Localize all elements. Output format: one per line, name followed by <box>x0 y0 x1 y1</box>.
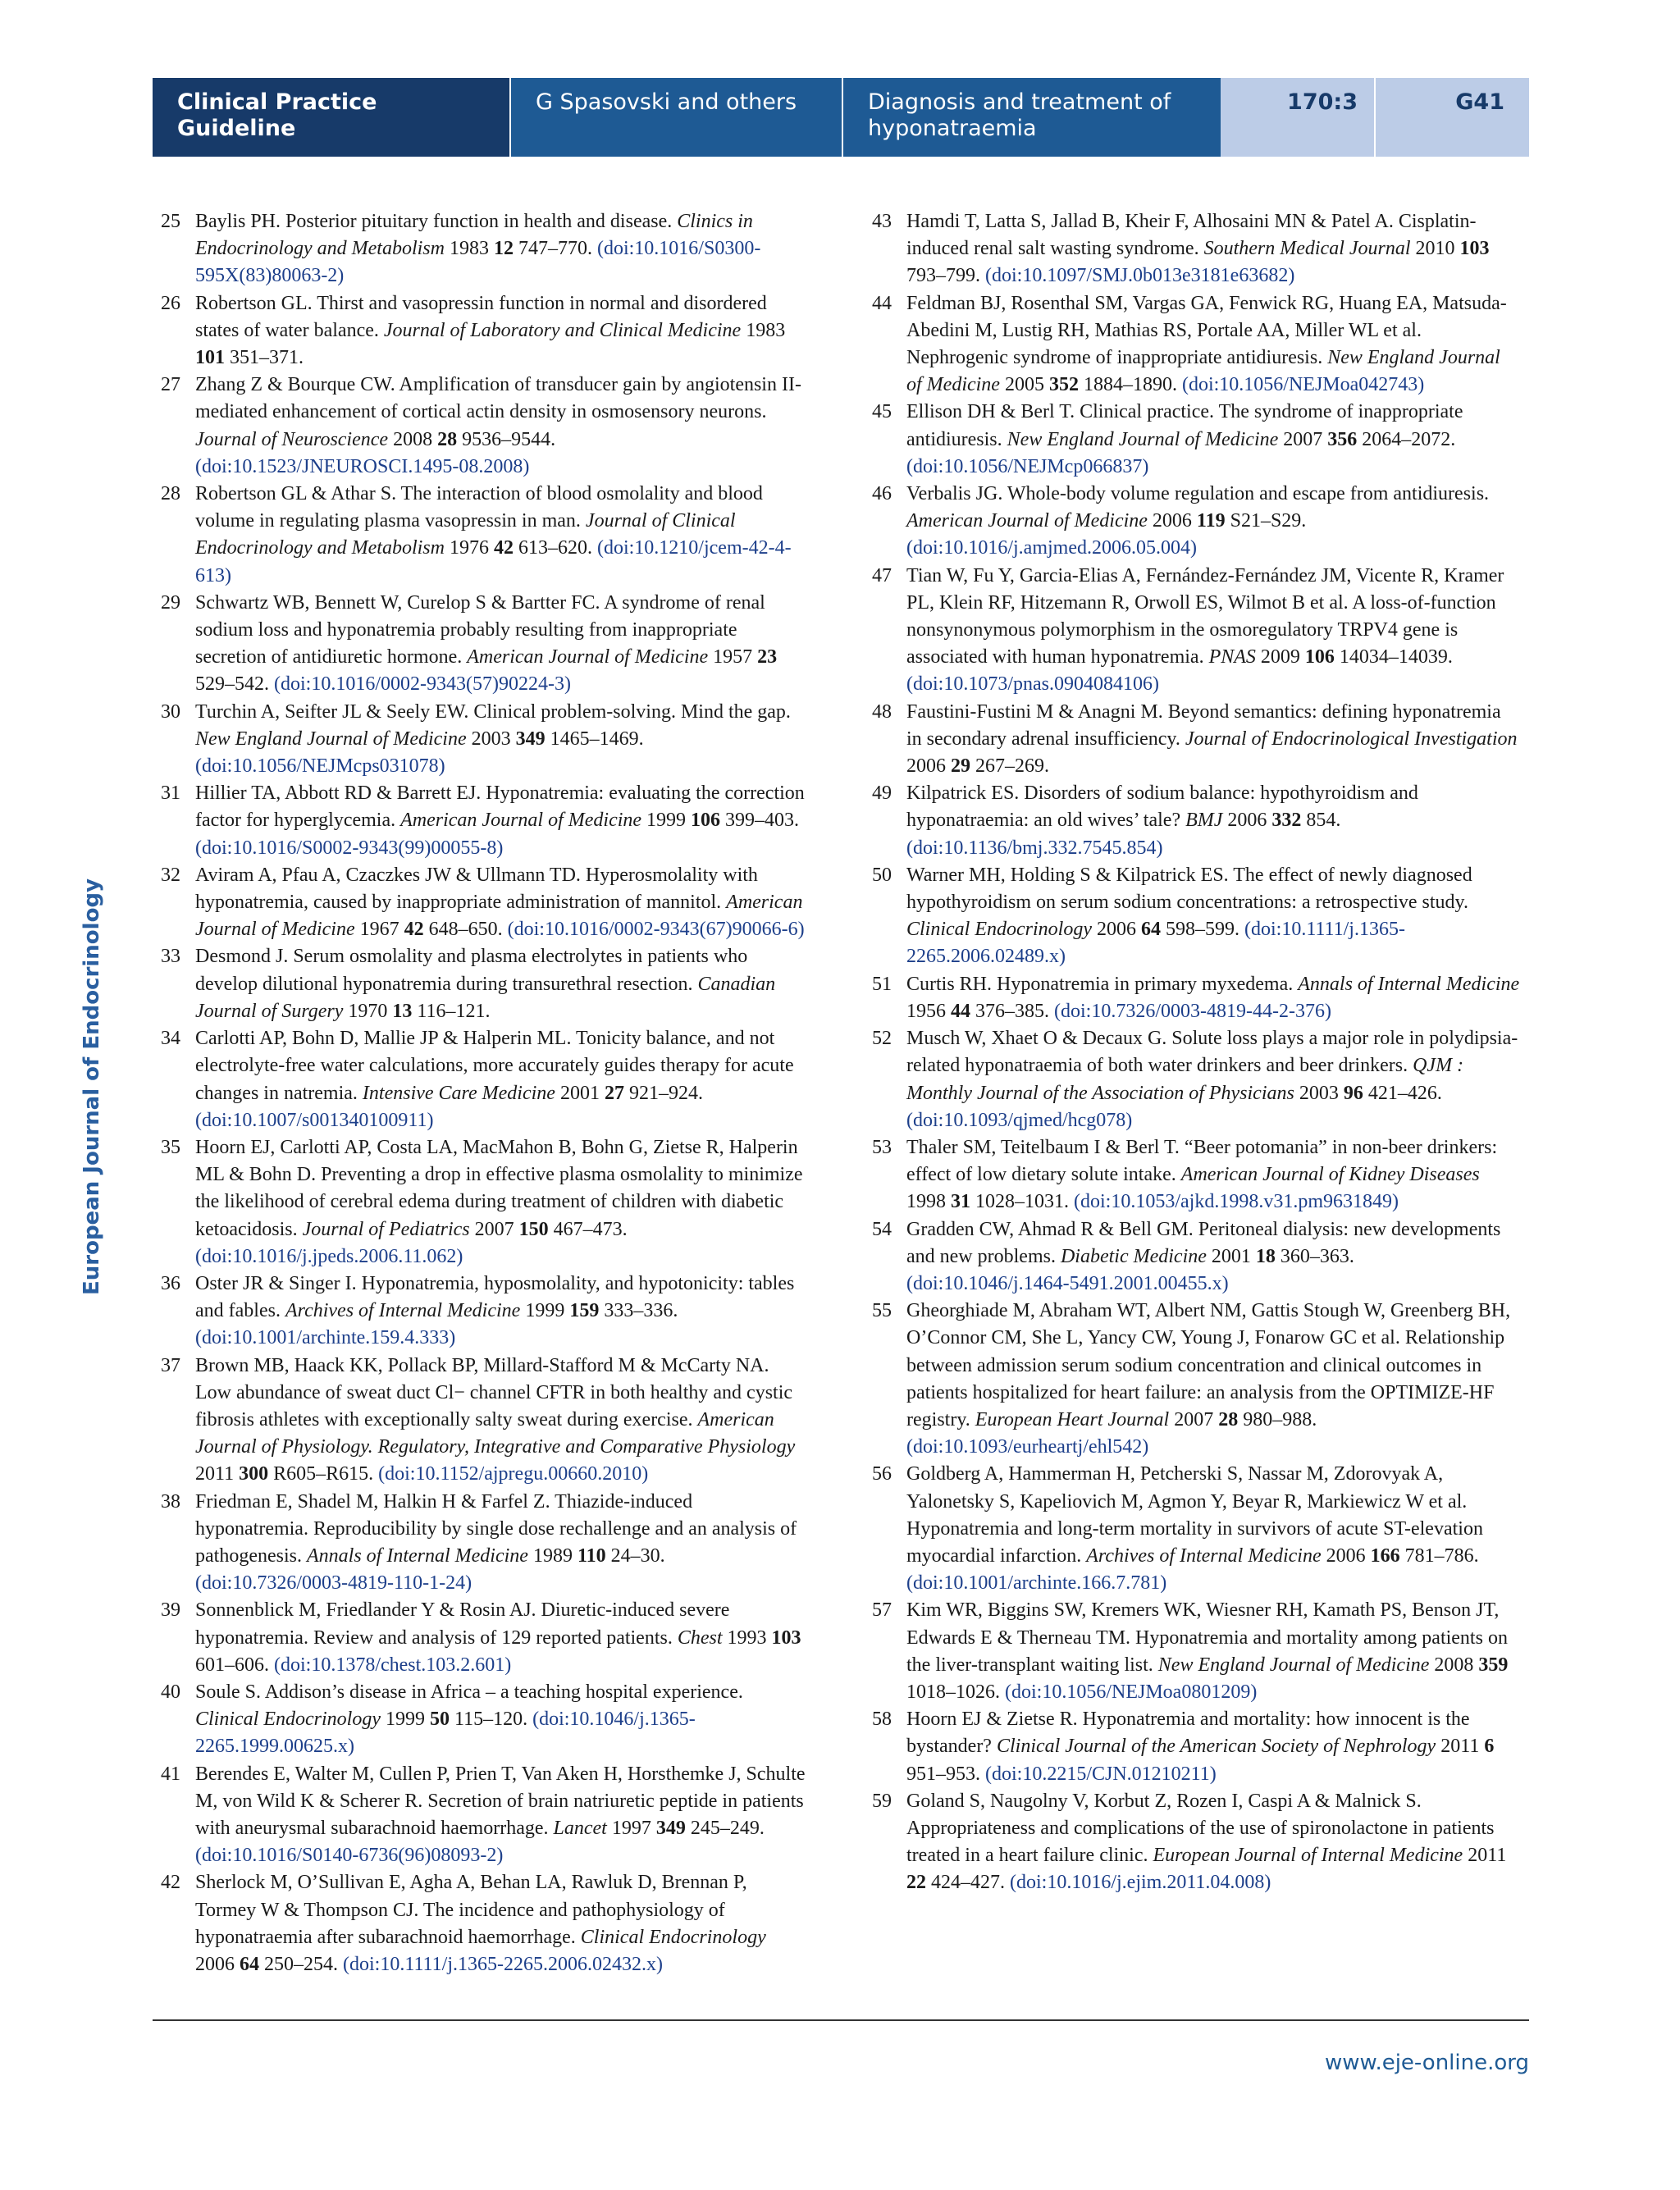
reference-pages: 781–786. <box>1404 1544 1479 1567</box>
reference-number: 35 <box>161 1136 180 1158</box>
journal-sidebar: European Journal of Endocrinology <box>80 878 104 1296</box>
reference-journal: Journal of Neuroscience <box>195 428 389 450</box>
reference-pages: 1028–1031. <box>975 1191 1069 1213</box>
reference-item <box>161 1271 809 1353</box>
reference-year: 2006 <box>1152 510 1192 532</box>
reference-journal: Clinical Endocrinology <box>906 919 1092 941</box>
reference-item <box>872 1216 1520 1298</box>
reference-pages: 529–542. <box>195 673 269 696</box>
reference-year: 2006 <box>1096 919 1136 941</box>
running-header <box>153 78 1529 157</box>
reference-authors-title: Schwartz WB, Bennett W, Curelop S & Bartter FC. A syndrome of renal sodium loss and hyponatremia probably resulting from inappropriate secretion of antidiuretic hormone. <box>195 591 765 668</box>
reference-year: 2008 <box>393 428 433 450</box>
reference-doi-link[interactable]: (doi:10.2215/CJN.01210211) <box>985 1763 1217 1785</box>
reference-doi-link[interactable]: (doi:10.1016/S0002-9343(99)00055-8) <box>195 837 504 859</box>
reference-authors-title: Kilpatrick ES. Disorders of sodium balance: hypothyroidism and hyponatraemia: an old wives’ tale? <box>906 782 1418 832</box>
reference-volume: 119 <box>1196 510 1226 532</box>
reference-year: 2005 <box>1004 374 1044 396</box>
reference-pages: R605–R615. <box>273 1463 374 1485</box>
page-number: G41 <box>1374 78 1529 157</box>
reference-volume: 29 <box>951 755 970 778</box>
reference-pages: 598–599. <box>1165 919 1239 941</box>
reference-item <box>872 1025 1520 1134</box>
reference-year: 2003 <box>471 728 511 750</box>
reference-doi-link[interactable]: (doi:10.1016/j.amjmed.2006.05.004) <box>906 537 1197 559</box>
reference-item <box>872 563 1520 699</box>
reference-pages: 267–269. <box>975 755 1049 778</box>
reference-item <box>872 699 1520 781</box>
reference-journal: Chest <box>677 1627 723 1649</box>
reference-volume: 13 <box>392 1000 413 1022</box>
reference-year: 1956 <box>906 1000 946 1022</box>
reference-pages: 747–770. <box>518 238 592 260</box>
reference-doi-link[interactable]: (doi:10.1016/j.jpeds.2006.11.062) <box>195 1245 463 1267</box>
reference-authors-title: Thaler SM, Teitelbaum I & Berl T. “Beer potomania” in non-beer drinkers: effect of low dietary solute intake. <box>906 1136 1498 1186</box>
reference-volume: 42 <box>404 919 424 941</box>
reference-doi-link[interactable]: (doi:10.1210/jcem-42-4-613) <box>195 537 792 586</box>
reference-authors-title: Sherlock M, O’Sullivan E, Agha A, Behan LA, Rawluk D, Brennan P, Tormey W & Thompson CJ. The incidence and pathophysiology of hyponatraemia after subarachnoid haemorrhage. <box>195 1872 747 1948</box>
reference-number: 39 <box>161 1599 180 1622</box>
reference-journal: American Journal of Medicine <box>400 810 642 832</box>
reference-year: 2006 <box>906 755 946 778</box>
reference-doi-link[interactable]: (doi:10.1523/JNEUROSCI.1495-08.2008) <box>195 455 530 477</box>
reference-year: 1957 <box>713 646 753 668</box>
reference-authors-title: Gheorghiade M, Abraham WT, Albert NM, Gattis Stough W, Greenberg BH, O’Connor CM, She L, Yancy CW, Young J, Fonarow GC et al. Relationship between admission serum sodium concentration and clinical outcomes in patients hospitalized for heart failure: an analysis from the OPTIMIZE-HF registry. <box>906 1300 1511 1430</box>
reference-journal: Annals of Internal Medicine <box>306 1544 528 1567</box>
reference-authors-title: Aviram A, Pfau A, Czaczkes JW & Ullmann TD. Hyperosmolality with hyponatremia, caused by inappropriate administration of mannitol. <box>195 864 758 914</box>
reference-year: 1970 <box>348 1000 388 1022</box>
reference-volume: 31 <box>951 1191 970 1213</box>
reference-journal: Journal of Endocrinological Investigation <box>1185 728 1518 750</box>
reference-number: 30 <box>161 700 180 723</box>
reference-item <box>161 1489 809 1598</box>
references-right-column <box>872 208 1520 1897</box>
reference-doi-link[interactable]: (doi:10.7326/0003-4819-110-1-24) <box>195 1572 472 1595</box>
reference-number: 41 <box>161 1763 180 1785</box>
reference-year: 2001 <box>559 1082 600 1104</box>
reference-year: 2003 <box>1299 1082 1339 1104</box>
reference-number: 42 <box>161 1872 180 1894</box>
reference-pages: 467–473. <box>553 1218 628 1240</box>
reference-journal: Journal of Pediatrics <box>302 1218 470 1240</box>
reference-journal: Intensive Care Medicine <box>362 1082 555 1104</box>
reference-authors-title: Musch W, Xhaet O & Decaux G. Solute loss plays a major role in polydipsia-related hyponatraemia of both water drinkers and beer drinkers. <box>906 1028 1518 1077</box>
reference-item <box>161 1597 809 1679</box>
reference-doi-link[interactable]: (doi:10.1097/SMJ.0b013e3181e63682) <box>985 265 1295 287</box>
reference-authors-title: Zhang Z & Bourque CW. Amplification of transducer gain by angiotensin II-mediated enhancement of cortical actin density in osmosensory neurons. <box>195 374 801 423</box>
authors-label: G Spasovski and others <box>509 78 842 157</box>
reference-journal: New England Journal of Medicine <box>906 347 1500 396</box>
reference-journal: Archives of Internal Medicine <box>1086 1544 1322 1567</box>
reference-number: 44 <box>872 292 892 314</box>
reference-volume: 50 <box>429 1709 450 1731</box>
reference-year: 1999 <box>385 1709 425 1731</box>
reference-doi-link[interactable]: (doi:10.1056/NEJMoa0801209) <box>1005 1681 1258 1703</box>
section-label: Clinical Practice Guideline <box>153 78 509 157</box>
reference-journal: Clinics in Endocrinology and Metabolism <box>195 211 753 260</box>
reference-number: 28 <box>161 483 180 505</box>
reference-number: 45 <box>872 401 892 423</box>
reference-number: 55 <box>872 1300 892 1322</box>
reference-item <box>872 862 1520 971</box>
reference-volume: 28 <box>1218 1408 1239 1430</box>
reference-pages: 351–371. <box>230 347 304 369</box>
reference-pages: 399–403. <box>725 810 800 832</box>
reference-item <box>872 1597 1520 1706</box>
reference-volume: 22 <box>906 1872 926 1894</box>
reference-authors-title: Verbalis JG. Whole-body volume regulation and escape from antidiuresis. <box>906 483 1490 505</box>
reference-pages: 333–336. <box>604 1300 678 1322</box>
reference-journal: Annals of Internal Medicine <box>1298 973 1520 995</box>
reference-doi-link[interactable]: (doi:10.1016/S0300-595X(83)80063-2) <box>195 238 761 287</box>
reference-item <box>161 862 809 944</box>
reference-authors-title: Soule S. Addison’s disease in Africa – a teaching hospital experience. <box>195 1681 743 1703</box>
reference-item <box>872 1461 1520 1597</box>
reference-doi-link[interactable]: (doi:10.1056/NEJMcp066837) <box>906 455 1149 477</box>
reference-item <box>161 481 809 590</box>
reference-number: 40 <box>161 1681 180 1703</box>
reference-doi-link[interactable]: (doi:10.1093/qjmed/hcg078) <box>906 1109 1133 1131</box>
reference-volume: 28 <box>437 428 458 450</box>
reference-item <box>161 1761 809 1870</box>
reference-authors-title: Robertson GL. Thirst and vasopressin function in normal and disordered states of water balance. <box>195 292 767 341</box>
reference-item <box>161 780 809 862</box>
reference-pages: 24–30. <box>610 1544 665 1567</box>
reference-year: 2006 <box>1227 810 1267 832</box>
reference-volume: 103 <box>1459 238 1490 260</box>
reference-authors-title: Desmond J. Serum osmolality and plasma electrolytes in patients who develop dilutional hyponatremia during transurethral resection. <box>195 946 748 995</box>
reference-year: 1999 <box>525 1300 565 1322</box>
reference-pages: 601–606. <box>195 1654 269 1676</box>
reference-journal: European Journal of Internal Medicine <box>1153 1845 1463 1867</box>
reference-item <box>872 1134 1520 1216</box>
reference-journal: Journal of Clinical Endocrinology and Metabolism <box>195 510 736 559</box>
reference-item <box>161 1869 809 1978</box>
reference-volume: 159 <box>569 1300 600 1322</box>
reference-item <box>872 780 1520 862</box>
reference-doi-link[interactable]: (doi:10.1007/s001340100911) <box>195 1109 434 1131</box>
reference-item <box>872 481 1520 563</box>
reference-journal: Journal of Laboratory and Clinical Medicine <box>383 319 742 341</box>
reference-year: 1998 <box>906 1191 946 1213</box>
reference-journal: Lancet <box>553 1817 607 1839</box>
reference-pages: 421–426. <box>1367 1082 1442 1104</box>
reference-journal: Clinical Endocrinology <box>195 1709 381 1731</box>
reference-pages: 2064–2072. <box>1362 428 1456 450</box>
reference-doi-link[interactable]: (doi:10.1046/j.1464-5491.2001.00455.x) <box>906 1272 1229 1294</box>
reference-authors-title: Faustini-Fustini M & Anagni M. Beyond semantics: defining hyponatremia in secondary adrenal insufficiency. <box>906 700 1501 750</box>
reference-number: 32 <box>161 864 180 886</box>
reference-doi-link[interactable]: (doi:10.1111/j.1365-2265.2006.02489.x) <box>906 919 1405 968</box>
reference-journal: Clinical Journal of the American Society of Nephrology <box>996 1736 1436 1758</box>
reference-number: 56 <box>872 1463 892 1485</box>
reference-authors-title: Turchin A, Seifter JL & Seely EW. Clinical problem-solving. Mind the gap. <box>195 700 791 723</box>
reference-authors-title: Tian W, Fu Y, Garcia-Elias A, Fernández-Fernández JM, Vicente R, Kramer PL, Klein RF, Hitzemann R, Orwoll ES, Wilmot B et al. A loss-of-function nonsynonymous polymorphism in the osmoregulatory TRPV4 gene is associated with human hyponatremia. <box>906 564 1504 668</box>
reference-pages: S21–S29. <box>1230 510 1307 532</box>
reference-pages: 1465–1469. <box>550 728 644 750</box>
reference-authors-title: Feldman BJ, Rosenthal SM, Vargas GA, Fenwick RG, Huang EA, Matsuda-Abedini M, Lustig RH, Mathias RS, Portale AA, Miller WL et al. Nephrogenic syndrome of inappropriate antidiuresis. <box>906 292 1507 369</box>
reference-volume: 356 <box>1327 428 1358 450</box>
reference-pages: 921–924. <box>628 1082 703 1104</box>
reference-number: 47 <box>872 564 892 586</box>
reference-item <box>161 699 809 781</box>
reference-year: 2011 <box>1440 1736 1480 1758</box>
reference-number: 31 <box>161 782 180 805</box>
reference-year: 2006 <box>1326 1544 1366 1567</box>
reference-pages: 14034–14039. <box>1339 646 1453 668</box>
reference-doi-link[interactable]: (doi:10.1016/0002-9343(57)90224-3) <box>274 673 571 696</box>
reference-authors-title: Carlotti AP, Bohn D, Mallie JP & Halperin ML. Tonicity balance, and not electrolyte-free water calculations, more accurately guides therapy for acute changes in natremia. <box>195 1028 794 1104</box>
reference-doi-link[interactable]: (doi:10.1136/bmj.332.7545.854) <box>906 837 1163 859</box>
reference-year: 2008 <box>1434 1654 1474 1676</box>
reference-item <box>161 1134 809 1271</box>
reference-item <box>161 1679 809 1761</box>
reference-journal: Diabetic Medicine <box>1060 1245 1207 1267</box>
reference-item <box>161 590 809 699</box>
reference-item <box>872 1788 1520 1897</box>
reference-year: 1997 <box>611 1817 651 1839</box>
reference-year: 2006 <box>195 1954 235 1975</box>
reference-volume: 103 <box>771 1627 801 1649</box>
reference-number: 29 <box>161 591 180 614</box>
reference-journal: Archives of Internal Medicine <box>285 1300 521 1322</box>
reference-pages: 1018–1026. <box>906 1681 1000 1703</box>
reference-item <box>161 1353 809 1489</box>
reference-journal: Clinical Endocrinology <box>580 1926 766 1948</box>
reference-journal: Canadian Journal of Surgery <box>195 973 776 1022</box>
reference-doi-link[interactable]: (doi:10.1046/j.1365-2265.1999.00625.x) <box>195 1709 696 1758</box>
reference-doi-link[interactable]: (doi:10.1152/ajpregu.00660.2010) <box>378 1463 649 1485</box>
reference-pages: 648–650. <box>428 919 503 941</box>
reference-pages: 116–121. <box>417 1000 491 1022</box>
reference-pages: 376–385. <box>975 1000 1049 1022</box>
reference-item <box>161 290 809 372</box>
reference-volume: 12 <box>493 238 514 260</box>
reference-authors-title: Robertson GL & Athar S. The interaction of blood osmolality and blood volume in regulating plasma vasopressin in man. <box>195 483 763 532</box>
reference-item <box>872 290 1520 399</box>
reference-volume: 110 <box>577 1544 606 1567</box>
reference-doi-link[interactable]: (doi:10.7326/0003-4819-44-2-376) <box>1054 1000 1331 1022</box>
reference-pages: 424–427. <box>931 1872 1005 1894</box>
reference-year: 1983 <box>746 319 786 341</box>
reference-authors-title: Gradden CW, Ahmad R & Bell GM. Peritoneal dialysis: new developments and new problems. <box>906 1218 1501 1267</box>
reference-authors-title: Goland S, Naugolny V, Korbut Z, Rozen I, Caspi A & Malnick S. Appropriateness and complications of the use of spironolactone in patients treated in a heart failure clinic. <box>906 1790 1495 1867</box>
reference-year: 2010 <box>1415 238 1455 260</box>
references-left-column <box>161 208 809 1978</box>
reference-year: 2001 <box>1211 1245 1251 1267</box>
reference-pages: 951–953. <box>906 1763 980 1785</box>
reference-volume: 166 <box>1370 1544 1400 1567</box>
reference-number: 26 <box>161 292 180 314</box>
reference-year: 2009 <box>1260 646 1300 668</box>
reference-pages: 980–988. <box>1243 1408 1317 1430</box>
reference-item <box>161 1025 809 1134</box>
reference-volume: 23 <box>757 646 778 668</box>
reference-volume: 150 <box>518 1218 549 1240</box>
reference-number: 34 <box>161 1028 180 1050</box>
reference-volume: 96 <box>1343 1082 1363 1104</box>
reference-year: 1993 <box>727 1627 767 1649</box>
reference-volume: 349 <box>655 1817 686 1839</box>
reference-doi-link[interactable]: (doi:10.1073/pnas.0904084106) <box>906 673 1159 696</box>
reference-number: 53 <box>872 1136 892 1158</box>
reference-volume: 101 <box>195 347 225 369</box>
reference-doi-link[interactable]: (doi:10.1093/eurheartj/ehl542) <box>906 1436 1149 1458</box>
reference-number: 36 <box>161 1272 180 1294</box>
reference-journal: European Heart Journal <box>975 1408 1170 1430</box>
reference-item <box>161 208 809 290</box>
reference-volume: 6 <box>1484 1736 1495 1758</box>
reference-authors-title: Hamdi T, Latta S, Jallad B, Kheir F, Alhosaini MN & Patel A. Cisplatin-induced renal salt wasting syndrome. <box>906 211 1477 260</box>
reference-number: 57 <box>872 1599 892 1622</box>
reference-authors-title: Hoorn EJ, Carlotti AP, Costa LA, MacMahon B, Bohn G, Zietse R, Halperin ML & Bohn D. Preventing a drop in effective plasma osmolality to minimize the likelihood of cerebral edema during treatment of children with diabetic ketoacidosis. <box>195 1136 803 1240</box>
reference-authors-title: Baylis PH. Posterior pituitary function in health and disease. <box>195 211 673 232</box>
reference-year: 2007 <box>1174 1408 1214 1430</box>
reference-doi-link[interactable]: (doi:10.1111/j.1365-2265.2006.02432.x) <box>343 1954 663 1975</box>
reference-authors-title: Hillier TA, Abbott RD & Barrett EJ. Hyponatremia: evaluating the correction factor for hyperglycemia. <box>195 782 805 832</box>
reference-journal: New England Journal of Medicine <box>1007 428 1279 450</box>
reference-pages: 245–249. <box>690 1817 765 1839</box>
reference-number: 37 <box>161 1354 180 1376</box>
reference-journal: New England Journal of Medicine <box>195 728 467 750</box>
volume-label: 170:3 <box>1221 78 1374 157</box>
reference-doi-link[interactable]: (doi:10.1001/archinte.159.4.333) <box>195 1327 456 1349</box>
reference-journal: American Journal of Medicine <box>906 510 1148 532</box>
reference-journal: New England Journal of Medicine <box>1157 1654 1430 1676</box>
reference-volume: 18 <box>1255 1245 1276 1267</box>
reference-number: 51 <box>872 973 892 995</box>
reference-authors-title: Kim WR, Biggins SW, Kremers WK, Wiesner RH, Kamath PS, Benson JT, Edwards E & Therneau TM. Hyponatremia and mortality among patients on the liver-transplant waiting list. <box>906 1599 1508 1676</box>
reference-number: 33 <box>161 946 180 968</box>
reference-item <box>161 372 809 481</box>
reference-number: 49 <box>872 782 892 805</box>
reference-item <box>872 1298 1520 1461</box>
reference-journal: American Journal of Medicine <box>195 892 803 941</box>
reference-item <box>872 1706 1520 1788</box>
reference-number: 59 <box>872 1790 892 1812</box>
reference-authors-title: Brown MB, Haack KK, Pollack BP, Millard-Stafford M & McCarty NA. Low abundance of sweat duct Cl− channel CFTR in both healthy and cystic fibrosis athletes with exceptionally salty sweat during exercise. <box>195 1354 793 1430</box>
reference-pages: 250–254. <box>264 1954 338 1975</box>
reference-authors-title: Curtis RH. Hyponatremia in primary myxedema. <box>906 973 1294 995</box>
reference-doi-link[interactable]: (doi:10.1016/j.ejim.2011.04.008) <box>1010 1872 1271 1894</box>
reference-journal: QJM : Monthly Journal of the Association of Physicians <box>906 1055 1464 1104</box>
reference-year: 2011 <box>1468 1845 1507 1867</box>
reference-pages: 613–620. <box>518 537 592 559</box>
reference-volume: 332 <box>1271 810 1302 832</box>
reference-number: 25 <box>161 211 180 232</box>
reference-authors-title: Ellison DH & Berl T. Clinical practice. The syndrome of inappropriate antidiuresis. <box>906 401 1463 450</box>
reference-pages: 1884–1890. <box>1083 374 1177 396</box>
reference-year: 2007 <box>1283 428 1323 450</box>
reference-number: 48 <box>872 700 892 723</box>
reference-year: 1999 <box>646 810 687 832</box>
reference-volume: 352 <box>1048 374 1079 396</box>
reference-journal: Southern Medical Journal <box>1203 238 1411 260</box>
reference-doi-link[interactable]: (doi:10.1378/chest.103.2.601) <box>274 1654 512 1676</box>
reference-number: 54 <box>872 1218 892 1240</box>
reference-volume: 64 <box>1140 919 1161 941</box>
reference-volume: 300 <box>239 1463 269 1485</box>
reference-doi-link[interactable]: (doi:10.1001/archinte.166.7.781) <box>906 1572 1167 1595</box>
reference-pages: 854. <box>1306 810 1341 832</box>
reference-number: 43 <box>872 211 892 232</box>
reference-pages: 9536–9544. <box>462 428 556 450</box>
reference-authors-title: Berendes E, Walter M, Cullen P, Prien T, Van Aken H, Horsthemke J, Schulte M, von Wild K & Scherer R. Secretion of brain natriuretic peptide in patients with aneurysmal subarachnoid haemorrhage. <box>195 1763 806 1839</box>
reference-journal: American Journal of Physiology. Regulatory, Integrative and Comparative Physiology <box>195 1408 796 1458</box>
reference-number: 38 <box>161 1490 180 1512</box>
reference-volume: 106 <box>1304 646 1335 668</box>
reference-number: 58 <box>872 1709 892 1731</box>
reference-journal: PNAS <box>1208 646 1256 668</box>
reference-item <box>872 971 1520 1025</box>
reference-volume: 42 <box>493 537 514 559</box>
topic-label: Diagnosis and treatment of hyponatraemia <box>842 78 1221 157</box>
reference-authors-title: Warner MH, Holding S & Kilpatrick ES. The effect of newly diagnosed hypothyroidism on serum sodium concentrations: a retrospective study. <box>906 864 1472 914</box>
reference-journal: BMJ <box>1185 810 1223 832</box>
reference-item <box>872 399 1520 481</box>
reference-doi-link[interactable]: (doi:10.1056/NEJMoa042743) <box>1181 374 1425 396</box>
reference-volume: 349 <box>515 728 546 750</box>
reference-journal: American Journal of Medicine <box>467 646 709 668</box>
reference-doi-link[interactable]: (doi:10.1016/S0140-6736(96)08093-2) <box>195 1845 504 1867</box>
reference-number: 27 <box>161 374 180 396</box>
reference-pages: 115–120. <box>454 1709 528 1731</box>
reference-pages: 793–799. <box>906 265 980 287</box>
reference-volume: 44 <box>951 1000 970 1022</box>
reference-year: 2007 <box>474 1218 514 1240</box>
reference-doi-link[interactable]: (doi:10.1056/NEJMcps031078) <box>195 755 445 778</box>
reference-year: 2011 <box>195 1463 235 1485</box>
reference-volume: 359 <box>1478 1654 1509 1676</box>
footer-url[interactable]: www.eje-online.org <box>1325 2051 1529 2075</box>
reference-volume: 106 <box>691 810 721 832</box>
reference-number: 50 <box>872 864 892 886</box>
reference-doi-link[interactable]: (doi:10.1016/0002-9343(67)90066-6) <box>507 919 805 941</box>
reference-volume: 64 <box>240 1954 259 1975</box>
reference-year: 1967 <box>359 919 399 941</box>
reference-journal: American Journal of Kidney Diseases <box>1180 1164 1480 1186</box>
reference-authors-title: Goldberg A, Hammerman H, Petcherski S, Nassar M, Zdorovyak A, Yalonetsky S, Kapeliovich M, Agmon Y, Beyar R, Markiewicz W et al. Hyponatremia and long-term mortality in survivors of acute ST-elevation myocardial infarction. <box>906 1463 1483 1567</box>
reference-volume: 27 <box>604 1082 624 1104</box>
reference-authors-title: Hoorn EJ & Zietse R. Hyponatremia and mortality: how innocent is the bystander? <box>906 1709 1470 1758</box>
footer-rule <box>153 2019 1529 2021</box>
reference-authors-title: Oster JR & Singer I. Hyponatremia, hyposmolality, and hypotonicity: tables and fables. <box>195 1272 795 1322</box>
reference-pages: 360–363. <box>1280 1245 1354 1267</box>
reference-year: 1976 <box>449 537 489 559</box>
reference-item <box>872 208 1520 290</box>
reference-authors-title: Friedman E, Shadel M, Halkin H & Farfel Z. Thiazide-induced hyponatremia. Reproducibility by single dose rechallenge and an analysis of pathogenesis. <box>195 1490 797 1567</box>
reference-doi-link[interactable]: (doi:10.1053/ajkd.1998.v31.pm9631849) <box>1074 1191 1399 1213</box>
reference-year: 1989 <box>532 1544 573 1567</box>
reference-number: 46 <box>872 483 892 505</box>
reference-number: 52 <box>872 1028 892 1050</box>
reference-authors-title: Sonnenblick M, Friedlander Y & Rosin AJ. Diuretic-induced severe hyponatremia. Review and analysis of 129 reported patients. <box>195 1599 730 1649</box>
reference-item <box>161 943 809 1025</box>
reference-year: 1983 <box>449 238 489 260</box>
